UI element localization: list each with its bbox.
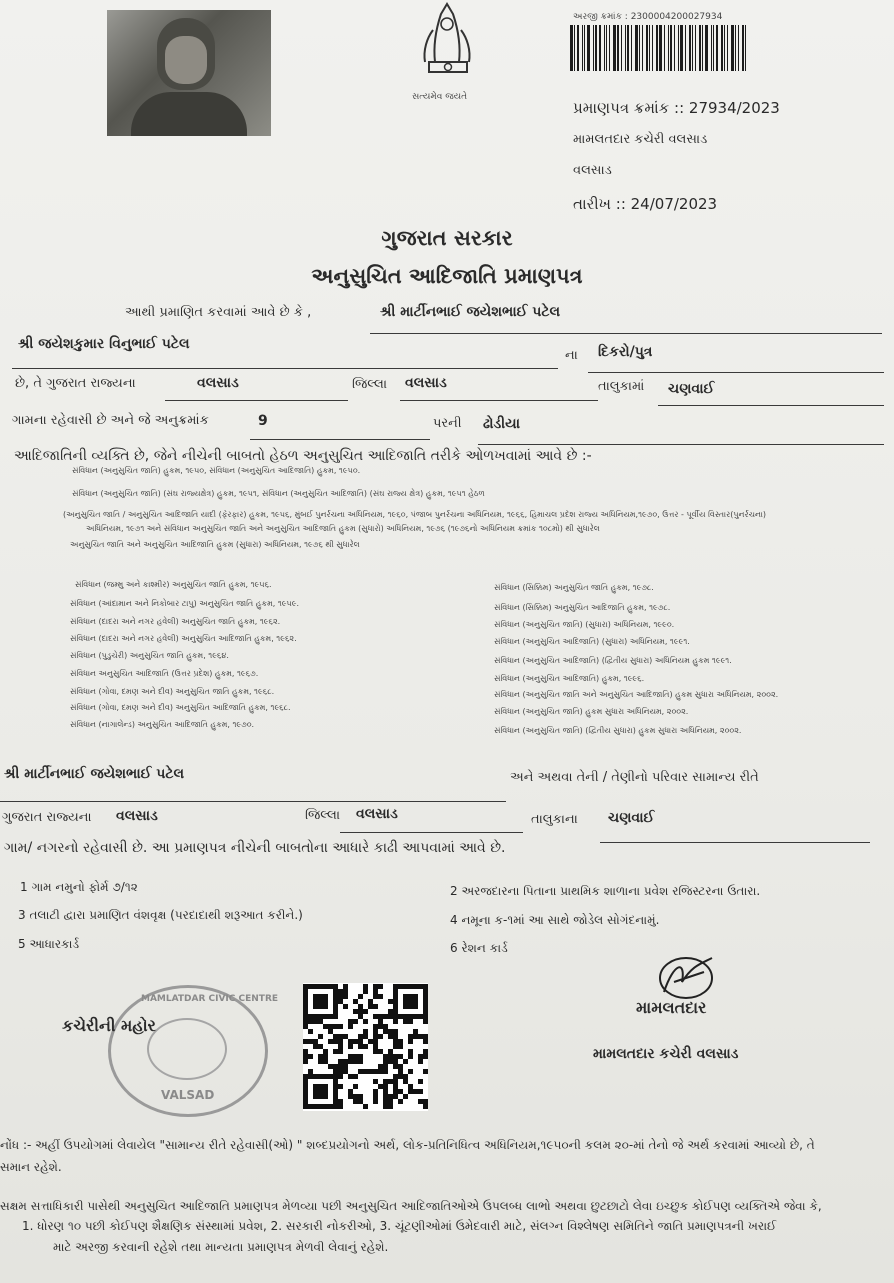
footer-note: સમાન રહેશે. (0, 1160, 62, 1174)
order-left: સંવિધાન (દાદરા અને નગર હવેલી) અનુસુચિત જાતિ હુકમ, ૧૯૬૨. (70, 617, 281, 626)
order-left: સંવિધાન (ગોવા, દમણ અને દીવ) અનુસુચિત જાતિ હુકમ, ૧૯૬૮. (70, 687, 275, 696)
certify-text: આથી પ્રમાણિત કરવામાં આવે છે કે , (125, 305, 312, 320)
seal-label: કચેરીની મહોર (62, 1016, 156, 1035)
serial-number: 9 (258, 413, 268, 429)
relation: દિકરો/પુત્ર (598, 344, 653, 360)
document-item: 4 નમૂના ક-૧માં આ સાથે જોડેલ સોગંદનામું. (450, 913, 660, 927)
order-line: (અનુસુચિત જાતિ / અનુસુચિત આદિજાતિ યાદી (ફેરફાર) હુકમ, ૧૯૫૬, મુંબઈ પુનર્રચના અધિનિયમ, ૧૯૬૦, પંજાબ પુનર્રચના અધિનિયમ, ૧૯૬૬, હિમાચલ પ્રદેશ રાજ્ય અધિનિયમ,૧૯૭૦, ઉત્તર - પૂર્વીય વિસ્તાર(પુનર્રચના) (63, 510, 767, 519)
footer-note: સક્ષમ સત્તાધિકારી પાસેથી અનુસુચિત આદિજાતિ પ્રમાણપત્ર મેળવ્યા પછી અનુસુચિત આદિજાતિઓએ ઉપલબ્ધ લાભો અથવા છુટછાટો લેવા ઇચ્છુક કોઈપણ વ્યક્તિએ જેવા કે, (0, 1199, 822, 1213)
tribe-name: ઢોડીયા (483, 416, 521, 432)
taluka: ચણવાઈ (668, 381, 715, 397)
district-label: જિલ્લા (352, 377, 388, 392)
order-left: સંવિધાન (દાદરા અને નગર હવેલી) અનુસુચિત આદિજાતિ હુકમ, ૧૯૬૨. (70, 634, 297, 643)
order-right: સંવિધાન (અનુસુચિત જાતિ) હુકમ સુધારા અધિનિયમ, ૨૦૦૨. (494, 707, 689, 716)
family-text: અને અથવા તેની / તેણીનો પરિવાર સામાન્ય રીતે (510, 770, 759, 785)
footer-note: નોંધ :- અહીં ઉપયોગમાં લેવાયેલ "સામાન્ય રીતે રહેવાસી(ઓ) " શબ્દપ્રયોગનો અર્થ, લોક-પ્રતિનિધિત્વ અધિનિયમ,૧૯૫૦ની કલમ ૨૦-માં તેનો જે અર્થ કરવામાં આવ્યો છે, તે (0, 1138, 815, 1152)
order-line: સંવિધાન (અનુસુચિત જાતિ) (સંઘ રાજ્યક્ષેત્ર) હુકમ, ૧૯૫૧, સંવિધાન (અનુસુચિત આદિજાતિ) (સંઘ રાજ્ય ક્ષેત્ર) હુકમ, ૧૯૫૧ હેઠળ (72, 489, 485, 498)
footer-note: માટે અરજી કરવાની રહેશે તથા માન્યતા પ્રમાણપત્ર મેળવી લેવાનું રહેશે. (53, 1240, 389, 1254)
resident-text: ગામના રહેવાસી છે અને જે અનુક્રમાંક (12, 413, 209, 428)
certificate-number: પ્રમાણપત્ર ક્રમાંક :: 27934/2023 (573, 99, 780, 117)
state-text: છે, તે ગુજરાત રાજ્યના (15, 376, 136, 391)
na-text: ના (565, 348, 578, 363)
office-seal-icon (108, 985, 279, 1117)
order-right: સંવિધાન (અનુસુચિત જાતિ અને અનુસુચિત આદિજાતિ) હુકમ સુધારા અધિનિયમ, ૨૦૦૨. (494, 690, 779, 699)
signatory-office: મામલતદાર કચેરી વલસાડ (593, 1046, 739, 1062)
issue-date: તારીખ :: 24/07/2023 (573, 195, 718, 213)
taluka-label-repeat: તાલુકાના (531, 812, 578, 827)
order-left: સંવિધાન (પુડુચેરી) અનુસુચિત જાતિ હુકમ, ૧૯૬૪. (70, 651, 229, 660)
taluka-repeat: ચણવાઈ (608, 810, 655, 826)
order-left: સંવિધાન અનુસુચિત આદિજાતિ (ઉત્તર પ્રદેશ) હુકમ, ૧૯૬૭. (70, 669, 259, 678)
state-text-repeat: ગુજરાત રાજ્યના (2, 810, 92, 825)
district-label-repeat: જિલ્લા (305, 808, 341, 823)
order-left: સંવિધાન (આંદામાન અને નિકોબાર ટાપુ) અનુસુચિત જાતિ હુકમ, ૧૯૫૯. (70, 599, 300, 608)
order-right: સંવિધાન (સિક્કિમ) અનુસુચિત આદિજાતિ હુકમ, ૧૯૭૮. (494, 603, 671, 612)
signatory-title: મામલતદાર (636, 998, 707, 1017)
document-item: 3 તલાટી દ્વારા પ્રમાણિત વંશવૃક્ષ (પરદાદાથી શરૂઆત કરીને.) (18, 908, 303, 922)
seal-bottom-text: VALSAD (161, 1088, 215, 1102)
village-repeat: વલસાડ (116, 808, 158, 824)
tribe-recognition-text: આદિજાતિની વ્યક્તિ છે, જેને નીચેની બાબતો હેઠળ અનુસુચિત આદિજાતિ તરીકે ઓળખવામાં આવે છે :- (14, 448, 592, 464)
issuing-city: વલસાડ (573, 163, 612, 178)
order-right: સંવિધાન (અનુસુચિત જાતિ) (દ્વિતીય સુધારા) હુકમ સુધારા અધિનિયમ, ૨૦૦૨. (494, 726, 742, 735)
seal-ring-text: MAMLATDAR CIVIC CENTRE (141, 994, 279, 1004)
resident-text-repeat: ગામ/ નગરનો રહેવાસી છે. આ પ્રમાણપત્ર નીચેની બાબતોના આધારે કાઢી આપવામાં આવે છે. (4, 840, 506, 856)
order-left: સંવિધાન (નાગાલેન્ડ) અનુસુચિત આદિજાતિ હુકમ, ૧૯૭૦. (70, 720, 255, 729)
issuing-office: મામલતદાર કચેરી વલસાડ (573, 132, 708, 147)
order-line: અધિનિયમ, ૧૯૭૧ અને સંવિધાન અનુસુચિત જાતિ અને અનુસુચિત આદિજાતિ હુકમ (સુધારો) અધિનિયમ, ૧૯૭૬ (૧૯૭૬નો અધિનિયમ ક્રમાંક ૧૦૮મો) થી સુધારેલ (86, 524, 600, 533)
applicant-photo (107, 10, 271, 136)
order-right: સંવિધાન (અનુસુચિત આદિજાતિ) (સુધારા) અધિનિયમ, ૧૯૯૧. (494, 637, 690, 646)
application-number: અરજી ક્રમાંક : 2300004200027934 (573, 12, 723, 22)
order-right: સંવિધાન (સિક્કિમ) અનુસુચિત જાતિ હુકમ, ૧૯૭૮. (494, 583, 654, 592)
taluka-label: તાલુકામાં (598, 379, 645, 394)
applicant-name-repeat: શ્રી માર્ટીનભાઈ જયેશભાઈ પટેલ (4, 766, 185, 782)
village: વલસાડ (197, 375, 239, 391)
order-left: સંવિધાન (ગોવા, દમણ અને દીવ) અનુસુચિત આદિજાતિ હુકમ, ૧૯૬૮. (70, 703, 291, 712)
district: વલસાડ (405, 375, 447, 391)
document-item: 5 આધારકાર્ડ (18, 937, 80, 951)
applicant-name: શ્રી માર્ટીનભાઈ જયેશભાઈ પટેલ (380, 304, 561, 320)
document-item: 2 અરજદારના પિતાના પ્રાથમિક શાળાના પ્રવેશ રજિસ્ટરના ઉતારા. (450, 884, 761, 898)
footer-note: 1. ધોરણ ૧૦ પછી કોઈપણ શૈક્ષણિક સંસ્થામાં પ્રવેશ, 2. સરકારી નોકરીઓ, 3. ચૂંટણીઓમાં ઉમેદવારી માટે, સંલગ્ન વિશ્લેષણ સમિતિને જાતિ પ્રમાણપત્રની ખરાઈ (22, 1219, 777, 1233)
order-left: સંવિધાન (જમ્મુ અને કાશ્મીર) અનુસુચિત જાતિ હુકમ, ૧૯૫૬. (75, 580, 272, 589)
order-right: સંવિધાન (અનુસુચિત આદિજાતિ) હુકમ, ૧૯૯૬. (494, 674, 645, 683)
barcode (570, 25, 770, 71)
order-line: સંવિધાન (અનુસુચિત જાતિ) હુકમ, ૧૯૫૦, સંવિધાન (અનુસુચિત આદિજાતિ) હુકમ, ૧૯૫૦. (72, 466, 361, 475)
on-text: પરની (433, 416, 462, 431)
signature-icon (652, 952, 724, 1004)
national-emblem-icon (407, 0, 487, 88)
qr-code (303, 983, 428, 1111)
father-name: શ્રી જયેશકુમાર વિનુભાઈ પટેલ (18, 336, 190, 352)
order-right: સંવિધાન (અનુસુચિત આદિજાતિ) (દ્વિતીય સુધારા) અધિનિયમ હુકમ ૧૯૯૧. (494, 656, 732, 665)
government-title: ગુજરાત સરકાર (381, 226, 513, 250)
document-item: 6 રેશન કાર્ડ (450, 941, 508, 955)
order-line: અનુસુચિત જાતિ અને અનુસુચિત આદિજાતિ હુકમ (સુધારા) અધિનિયમ, ૧૯૭૬ થી સુધારેલ (70, 540, 360, 549)
emblem-motto: સત્યમેવ જયતે (412, 92, 468, 102)
order-right: સંવિધાન (અનુસુચિત જાતિ) (સુધારા) અધિનિયમ, ૧૯૯૦. (494, 620, 675, 629)
district-repeat: વલસાડ (356, 806, 398, 822)
certificate-title: અનુસુચિત આદિજાતિ પ્રમાણપત્ર (311, 264, 583, 288)
document-item: 1 ગામ નમુનો ફોર્મ ૭/૧૨ (20, 880, 138, 894)
